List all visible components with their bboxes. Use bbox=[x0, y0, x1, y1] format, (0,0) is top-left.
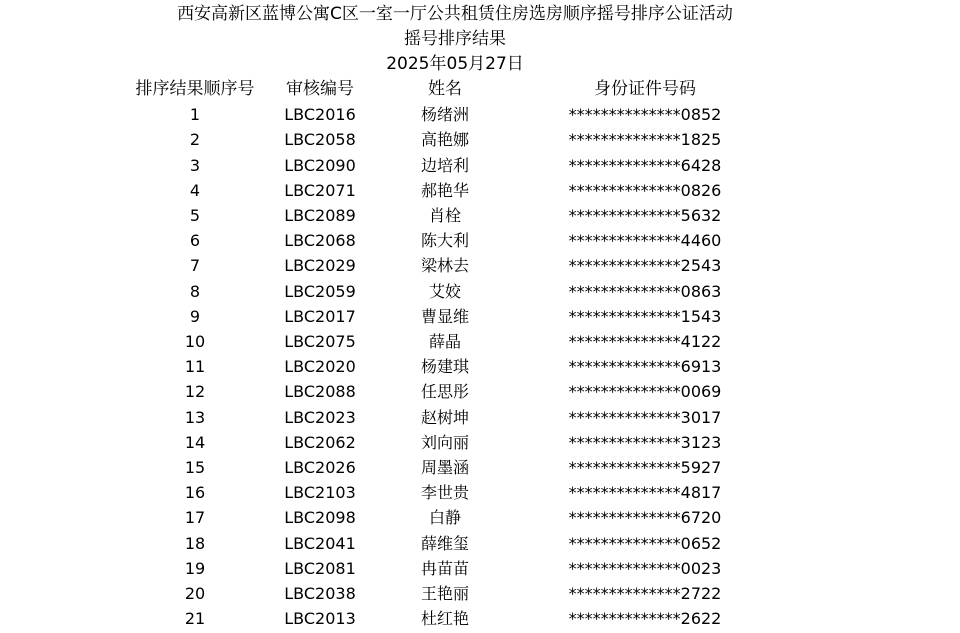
cell-id-number: **************3017 bbox=[568, 407, 722, 427]
cell-audit-code: LBC2038 bbox=[284, 584, 356, 604]
cell-id-number: **************0863 bbox=[568, 281, 722, 301]
cell-name: 冉苗苗 bbox=[420, 558, 469, 578]
cell-audit-code: LBC2016 bbox=[284, 105, 356, 125]
document-header bbox=[0, 2, 910, 77]
cell-id-number: **************1825 bbox=[568, 130, 722, 150]
table-row bbox=[125, 329, 775, 354]
cell-order-number: 11 bbox=[184, 357, 206, 377]
cell-name: 周墨涵 bbox=[420, 458, 469, 478]
table-row bbox=[125, 279, 775, 304]
cell-id-number: **************4460 bbox=[568, 231, 722, 251]
table-row bbox=[125, 127, 775, 152]
cell-order-number: 7 bbox=[189, 256, 201, 276]
cell-id-number: **************6428 bbox=[568, 155, 722, 175]
cell-audit-code: LBC2062 bbox=[284, 432, 356, 452]
cell-id-number: **************0852 bbox=[568, 105, 722, 125]
table-row bbox=[125, 253, 775, 278]
cell-order-number: 10 bbox=[184, 332, 206, 352]
cell-id-number: **************6913 bbox=[568, 357, 722, 377]
table-row bbox=[125, 304, 775, 329]
cell-id-number: **************2543 bbox=[568, 256, 722, 276]
cell-id-number: **************5632 bbox=[568, 206, 722, 226]
cell-audit-code: LBC2058 bbox=[284, 130, 356, 150]
cell-audit-code: LBC2059 bbox=[284, 281, 356, 301]
cell-id-number: **************6720 bbox=[568, 508, 722, 528]
cell-name: 刘向丽 bbox=[420, 432, 469, 452]
cell-id-number: **************5927 bbox=[568, 458, 722, 478]
table-row bbox=[125, 480, 775, 505]
table-row bbox=[125, 556, 775, 581]
cell-name: 郝艳华 bbox=[420, 180, 469, 200]
cell-audit-code: LBC2013 bbox=[284, 609, 356, 629]
cell-order-number: 9 bbox=[189, 306, 201, 326]
cell-order-number: 21 bbox=[184, 609, 206, 629]
table-row bbox=[125, 405, 775, 430]
cell-name: 李世贵 bbox=[420, 483, 469, 503]
cell-id-number: **************1543 bbox=[568, 306, 722, 326]
cell-audit-code: LBC2029 bbox=[284, 256, 356, 276]
cell-id-number: **************0023 bbox=[568, 558, 722, 578]
table-row bbox=[125, 203, 775, 228]
cell-name: 梁林去 bbox=[420, 256, 469, 276]
cell-id-number: **************2622 bbox=[568, 609, 722, 629]
column-header-code: 审核编号 bbox=[286, 79, 354, 99]
cell-audit-code: LBC2103 bbox=[284, 483, 356, 503]
cell-order-number: 16 bbox=[184, 483, 206, 503]
table-row bbox=[125, 153, 775, 178]
cell-order-number: 4 bbox=[189, 180, 201, 200]
cell-name: 肖栓 bbox=[428, 206, 461, 226]
cell-order-number: 18 bbox=[184, 533, 206, 553]
cell-name: 杜红艳 bbox=[420, 609, 469, 629]
cell-name: 薛晶 bbox=[428, 332, 461, 352]
cell-name: 艾姣 bbox=[428, 281, 461, 301]
cell-order-number: 15 bbox=[184, 458, 206, 478]
cell-audit-code: LBC2089 bbox=[284, 206, 356, 226]
table-row bbox=[125, 455, 775, 480]
cell-name: 边培利 bbox=[420, 155, 469, 175]
table-row bbox=[125, 178, 775, 203]
cell-order-number: 17 bbox=[184, 508, 206, 528]
cell-name: 杨建琪 bbox=[420, 357, 469, 377]
cell-audit-code: LBC2068 bbox=[284, 231, 356, 251]
result-table bbox=[125, 77, 775, 631]
cell-name: 王艳丽 bbox=[420, 584, 469, 604]
cell-name: 高艳娜 bbox=[420, 130, 469, 150]
cell-id-number: **************0652 bbox=[568, 533, 722, 553]
table-row bbox=[125, 505, 775, 530]
table-row bbox=[125, 430, 775, 455]
cell-audit-code: LBC2075 bbox=[284, 332, 356, 352]
cell-name: 曹显维 bbox=[420, 306, 469, 326]
cell-audit-code: LBC2041 bbox=[284, 533, 356, 553]
table-row bbox=[125, 102, 775, 127]
cell-order-number: 6 bbox=[189, 231, 201, 251]
cell-order-number: 19 bbox=[184, 558, 206, 578]
result-table-body bbox=[125, 102, 775, 631]
table-row bbox=[125, 379, 775, 404]
cell-name: 薛维玺 bbox=[420, 533, 469, 553]
cell-name: 陈大利 bbox=[420, 231, 469, 251]
cell-id-number: **************0826 bbox=[568, 180, 722, 200]
cell-audit-code: LBC2026 bbox=[284, 458, 356, 478]
column-header-name: 姓名 bbox=[428, 79, 462, 99]
cell-id-number: **************4817 bbox=[568, 483, 722, 503]
column-header-id: 身份证件号码 bbox=[594, 79, 696, 99]
cell-id-number: **************0069 bbox=[568, 382, 722, 402]
page-title: 西安高新区蓝博公寓C区一室一厅公共租赁住房选房顺序摇号排序公证活动 bbox=[177, 4, 733, 24]
cell-audit-code: LBC2088 bbox=[284, 382, 356, 402]
document-date: 2025年05月27日 bbox=[386, 54, 524, 74]
cell-order-number: 3 bbox=[189, 155, 201, 175]
cell-order-number: 13 bbox=[184, 407, 206, 427]
table-row bbox=[125, 606, 775, 631]
cell-audit-code: LBC2023 bbox=[284, 407, 356, 427]
cell-audit-code: LBC2090 bbox=[284, 155, 356, 175]
table-row bbox=[125, 354, 775, 379]
table-header-row bbox=[125, 77, 775, 102]
table-row bbox=[125, 531, 775, 556]
cell-audit-code: LBC2098 bbox=[284, 508, 356, 528]
cell-audit-code: LBC2017 bbox=[284, 306, 356, 326]
page-subtitle: 摇号排序结果 bbox=[404, 29, 506, 49]
cell-name: 白静 bbox=[428, 508, 461, 528]
cell-id-number: **************4122 bbox=[568, 332, 722, 352]
column-header-order: 排序结果顺序号 bbox=[135, 79, 255, 99]
cell-order-number: 1 bbox=[189, 105, 201, 125]
cell-order-number: 20 bbox=[184, 584, 206, 604]
cell-audit-code: LBC2020 bbox=[284, 357, 356, 377]
cell-order-number: 14 bbox=[184, 432, 206, 452]
cell-order-number: 8 bbox=[189, 281, 201, 301]
cell-name: 杨绪洲 bbox=[420, 105, 469, 125]
cell-id-number: **************2722 bbox=[568, 584, 722, 604]
table-row bbox=[125, 228, 775, 253]
cell-id-number: **************3123 bbox=[568, 432, 722, 452]
cell-audit-code: LBC2081 bbox=[284, 558, 356, 578]
cell-name: 赵树坤 bbox=[420, 407, 469, 427]
cell-order-number: 12 bbox=[184, 382, 206, 402]
cell-audit-code: LBC2071 bbox=[284, 180, 356, 200]
cell-order-number: 2 bbox=[189, 130, 201, 150]
cell-name: 任思彤 bbox=[420, 382, 469, 402]
cell-order-number: 5 bbox=[189, 206, 201, 226]
table-row bbox=[125, 581, 775, 606]
